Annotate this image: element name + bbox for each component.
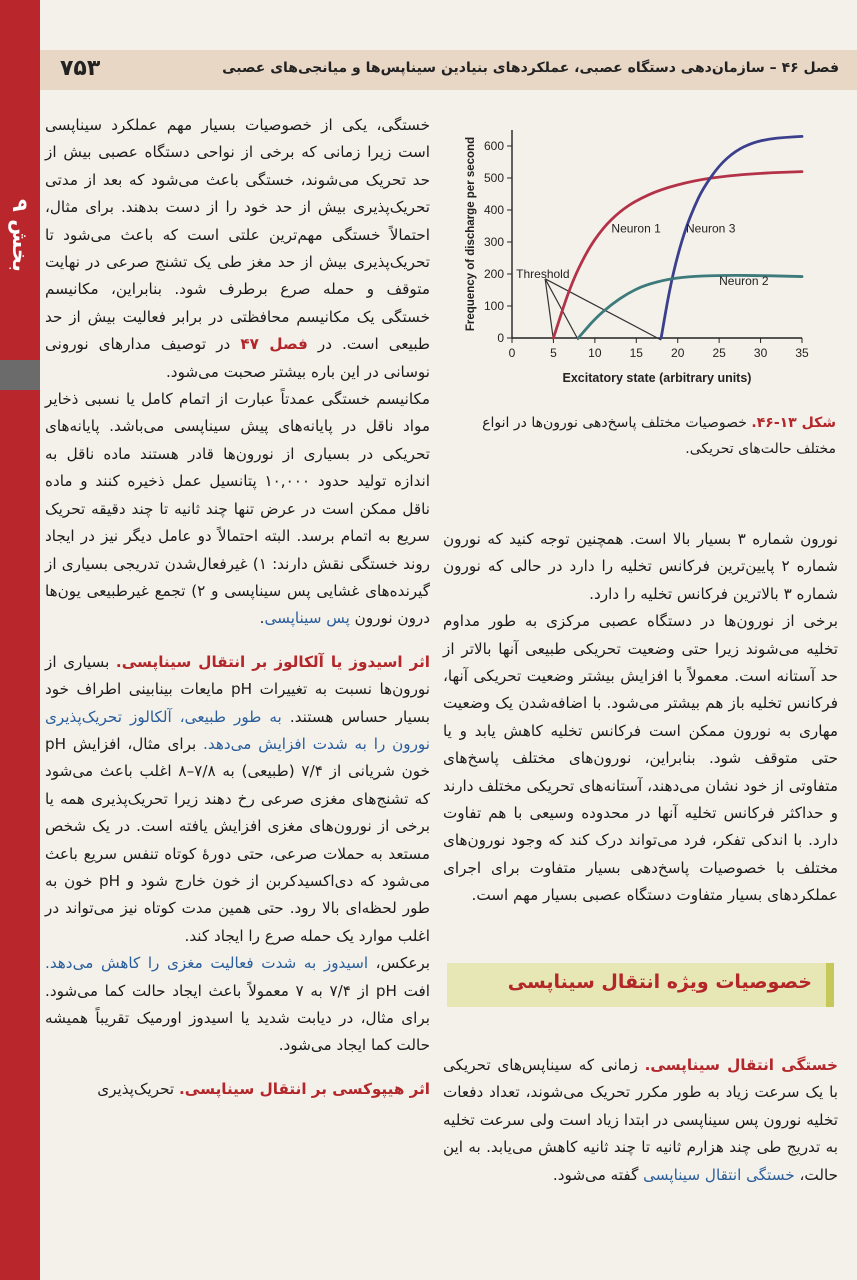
text-span: خستگی، یکی از خصوصیات بسیار مهم عملکرد سیناپسی است زیرا زمانی که برخی از نواحی دستگاه عصبی بیش از حد تحریک می‌شوند، خستگی باعث می‌شود که بعد از مدتی تحریک‌پذیری بیش از حد خود را از دست بدهند. برای مثال، احتمالاً خستگی مهم‌ترین علتی است که باعث می‌شود تا تحریک‌پذیری بیش از حد مغز طی یک تشنج صرعی در نهایت متوقف و حمله صرع برطرف شود. بنابراین، مکانیسم خستگی یک مکانیسم محافظتی در برابر فعالیت بیش از حد طبیعی است. در: [45, 116, 430, 354]
y-tick-label: 400: [483, 203, 504, 217]
x-tick-label: 0: [508, 346, 516, 360]
heading-synaptic-fatigue: خستگی انتقال سیناپسی.: [644, 1056, 838, 1074]
synaptic-fatigue-term: خستگی انتقال سیناپسی: [643, 1165, 795, 1184]
paragraph-acidosis: [45, 950, 430, 1060]
postsynaptic-link: پس سیناپسی: [264, 609, 350, 628]
y-tick-label: 500: [483, 171, 504, 185]
paragraph-neuron-comparison: نورون شماره ۳ بسیار بالا است. همچنین توجه کنید که نورون شماره ۲ پایین‌ترین فرکانس تخلیه را دارد در حالی که نورون شماره ۳ بالاترین فرکانس تخلیه را دارد.: [443, 530, 838, 603]
heading-hypoxia: اثر هیپوکسی بر انتقال سیناپسی.: [178, 1079, 430, 1098]
series-label: Neuron 3: [686, 221, 736, 236]
section-heading-bar: [447, 963, 834, 1007]
y-axis-label: Frequency of discharge per second: [465, 136, 477, 332]
x-axis-label: Excitatory state (arbitrary units): [562, 371, 752, 385]
figure-caption: [443, 410, 836, 462]
x-tick-label: 25: [712, 346, 726, 360]
threshold-label: Threshold: [516, 267, 570, 281]
right-column-upper: [443, 526, 838, 910]
y-tick-label: 300: [483, 235, 504, 249]
paragraph-synaptic-fatigue: [443, 1052, 838, 1189]
x-tick-label: 5: [550, 346, 557, 360]
paragraph-acidosis-alkalosis: [45, 649, 430, 950]
text-span: .: [259, 609, 265, 628]
page-header: [40, 50, 857, 90]
emphasis-alkalosis: به طور طبیعی، آلکالوز تحریک‌پذیری نورون را به شدت افزایش می‌دهد.: [45, 707, 430, 753]
side-tab-label: بخش ۹: [8, 198, 32, 272]
text-span: گفته می‌شود.: [552, 1165, 644, 1184]
x-tick-label: 20: [671, 346, 685, 360]
text-span: برای مثال، افزایش pH خون شریانی از ۷/۴ (طبیعی) به ۷/۸–۸ اغلب باعث می‌شود که تشنج‌های مغزی صرعی رخ دهند زیرا تحریک‌پذیری همه یا برخی از نورون‌های مغزی افزایش یافته است. در یک شخص مستعد به حملات صرعی، حتی دورهٔ کوتاه تنفس سریع باعث می‌شود که دی‌اکسیدکربن از خون خارج شود و pH خون به طور لحظه‌ای بالا رود. حتی همین مدت کوتاه نیز می‌تواند در اغلب موارد یک حمله صرع را ایجاد کند.: [45, 734, 430, 945]
series-label: Neuron 1: [611, 221, 661, 236]
paragraph-fatigue-mechanism: [45, 386, 430, 633]
page-number: ۷۵۳: [60, 56, 101, 81]
heading-acidosis-alkalosis: اثر اسیدوز یا آلکالوز بر انتقال سیناپسی.: [115, 652, 430, 671]
y-tick-label: 0: [497, 331, 504, 345]
text-span: مکانیسم خستگی عمدتاً عبارت از اتمام کامل یا نسبی ذخایر مواد ناقل در پایانه‌های پیش سیناپسی می‌باشد. پایانه‌های تحریکی در بسیاری از نورون‌ها قادر هستند ماده ناقل به اندازه تولید حدود ۱۰,۰۰۰ پتانسیل عمل ذخیره کنند و ماده ناقل ممکن است در عرض تنها چند ثانیه تا چند دقیقه تحریک سریع به اتمام برسد. البته احتمالاً دو عامل دیگر نیز در ایجاد روند خستگی نقش دارند: ۱) غیرفعال‌شدن تدریجی بسیاری از گیرنده‌های غشایی پس سیناپسی و ۲) تجمع غیرطبیعی یون‌ها درون نورون: [45, 390, 430, 628]
chart-svg: [450, 118, 840, 408]
y-tick-label: 600: [483, 139, 504, 153]
y-tick-label: 100: [483, 299, 504, 313]
text-span: در توصیف مدارهای نورونی نوسانی در این باره بیشتر صحبت می‌شود.: [45, 335, 430, 381]
y-tick-label: 200: [483, 267, 504, 281]
side-tab-marker: [0, 360, 40, 390]
text-span: برعکس،: [368, 954, 430, 973]
series-label: Neuron 2: [719, 274, 769, 289]
text-span: افت pH از ۷/۴ به ۷ معمولاً باعث ایجاد حالت کما می‌شود. برای مثال، در دیابت شدید یا اسیدوز اورمیک تقریباً همیشه حالت کما ایجاد می‌شود.: [45, 981, 430, 1055]
series-line: [661, 136, 802, 338]
threshold-pointer: [545, 279, 553, 340]
text-span: زمانی که سیناپس‌های تحریکی با یک سرعت زیاد به طور مکرر تحریک می‌شوند، تعداد دفعات تخلیه نورون پس سیناپسی در ابتدا زیاد است ولی سرعت تخلیه به تدریج طی چند هزارم ثانیه تا چند ثانیه کاهش می‌یابد. به این حالت،: [443, 1056, 838, 1184]
caption-label: شکل ۱۳-۴۶.: [751, 415, 836, 431]
chapter-ref-link[interactable]: فصل ۴۷: [240, 335, 308, 354]
caption-text: خصوصیات مختلف پاسخ‌دهی نورون‌ها در انواع مختلف حالت‌های تحریکی.: [482, 415, 836, 457]
text-span: بسیاری از نورون‌ها نسبت به تغییرات pH مایعات بینابینی اطراف خود بسیار حساس هستند.: [45, 652, 430, 726]
paragraph-continuous-discharge: برخی از نورون‌ها در دستگاه عصبی مرکزی به طور مداوم تخلیه می‌شوند زیرا حتی وضعیت تحریکی طبیعی آنها بالاتر از حد آستانه است. معمولاً با افزایش بیشتر وضعیت تحریکی آنها، فرکانس تخلیه باز هم بیشتر می‌شود. با اضافه‌شدن یک وضعیت مهاری به نورون ممکن است فرکانس تخلیه کاهش یابد و یا حتی متوقف شود. بنابراین، نورون‌های مختلف پاسخ‌های متفاوتی از خود نشان می‌دهند، آستانه‌های تحریکی مختلف دارند و حداکثر فرکانس تخلیه آنها در محدوده وسیعی با هم تفاوت دارد. با اندکی تفکر، فرد می‌تواند درک کند که وجود نورون‌های مختلف با خصوصیات پاسخ‌دهی بسیار متفاوت برای اجرای عملکردهای بسیار متفاوت دستگاه عصبی بسیار مهم است.: [443, 612, 838, 905]
neuron-discharge-chart: [450, 118, 840, 408]
paragraph-hypoxia: [45, 1076, 430, 1103]
running-title: فصل ۴۶ – سازمان‌دهی دستگاه عصبی، عملکردهای بنیادین سیناپس‌ها و میانجی‌های عصبی: [222, 60, 839, 76]
section-title: خصوصیات ویژه انتقال سیناپسی: [507, 971, 812, 993]
text-span: تحریک‌پذیری: [97, 1079, 179, 1098]
left-column: [45, 112, 430, 1103]
right-column-lower: [443, 1052, 838, 1189]
x-tick-label: 30: [753, 346, 768, 360]
emphasis-acidosis: اسیدوز به شدت فعالیت مغزی را کاهش می‌دهد.: [45, 954, 369, 973]
x-tick-label: 35: [795, 346, 809, 360]
paragraph-fatigue-intro: [45, 112, 430, 386]
x-tick-label: 10: [588, 346, 602, 360]
x-tick-label: 15: [629, 346, 643, 360]
